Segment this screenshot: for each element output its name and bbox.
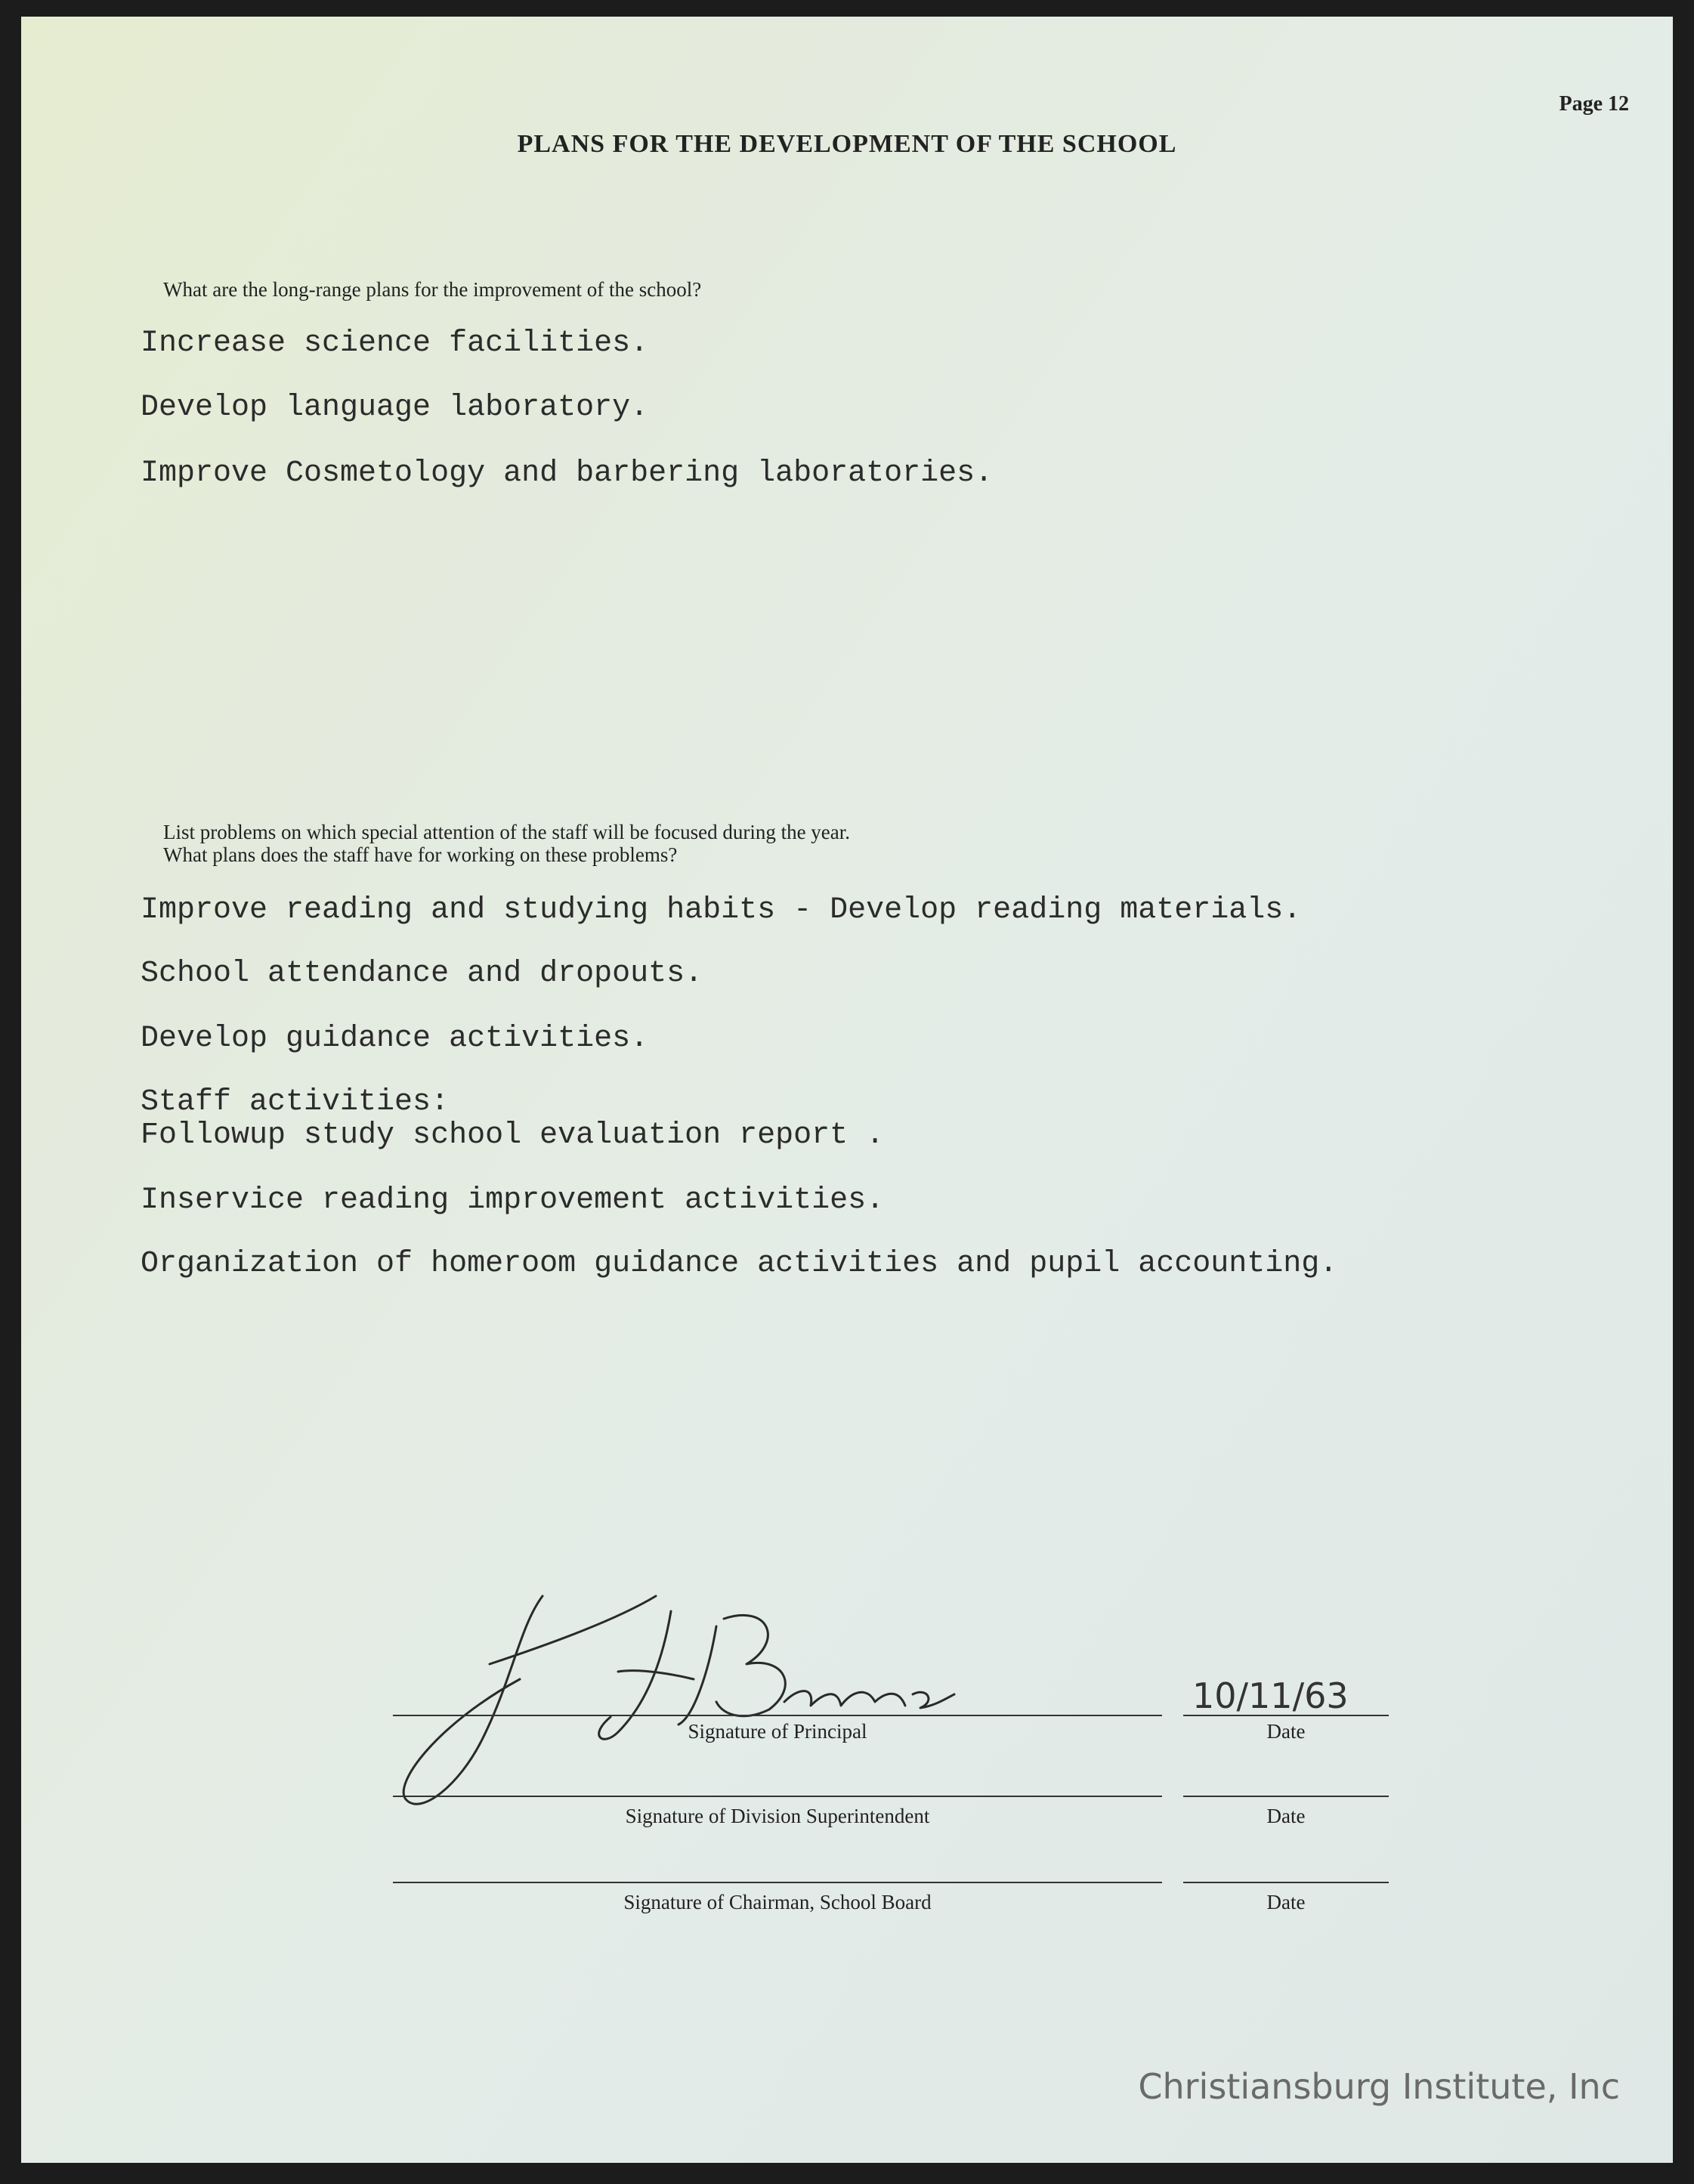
page-title: PLANS FOR THE DEVELOPMENT OF THE SCHOOL [517, 130, 1177, 158]
principal-signature-label: Signature of Principal [688, 1720, 867, 1743]
chairman-signature-label: Signature of Chairman, School Board [623, 1891, 932, 1913]
superintendent-date-label: Date [1266, 1805, 1306, 1827]
watermark: Christiansburg Institute, Inc [1138, 2066, 1620, 2107]
principal-signature-date: 10/11/63 [1192, 1675, 1349, 1716]
principal-date-line [1183, 1715, 1389, 1716]
answer-line: Develop guidance activities. [141, 1022, 649, 1056]
answer-line: Followup study school evaluation report . [141, 1118, 885, 1152]
staff-problems-question-line2: What plans does the staff have for working on these problems? [163, 843, 678, 866]
chairman-signature-line [393, 1882, 1162, 1883]
superintendent-date-line [1183, 1796, 1389, 1797]
long-range-plans-question: What are the long-range plans for the improvement of the school? [163, 278, 702, 301]
chairman-date-line [1183, 1882, 1389, 1883]
superintendent-signature-label: Signature of Division Superintendent [625, 1805, 930, 1827]
staff-problems-question-line1: List problems on which special attention of the staff will be focused during the year. [163, 821, 851, 843]
principal-signature [391, 1573, 1117, 1830]
page-number: Page 12 [1559, 92, 1629, 116]
answer-line: School attendance and dropouts. [141, 957, 703, 991]
answer-line: Improve Cosmetology and barbering laboratories. [141, 456, 994, 490]
principal-date-label: Date [1266, 1720, 1306, 1743]
answer-line: Develop language laboratory. [141, 391, 649, 425]
chairman-date-label: Date [1266, 1891, 1306, 1913]
answer-line: Organization of homeroom guidance activities and pupil accounting. [141, 1247, 1338, 1281]
answer-line: Improve reading and studying habits - Develop reading materials. [141, 893, 1302, 927]
document-page [21, 17, 1673, 2163]
answer-line: Increase science facilities. [141, 326, 649, 360]
answer-line: Inservice reading improvement activities. [141, 1183, 885, 1217]
answer-line: Staff activities: [141, 1085, 450, 1119]
principal-signature-line [393, 1715, 1162, 1716]
superintendent-signature-line [393, 1796, 1162, 1797]
